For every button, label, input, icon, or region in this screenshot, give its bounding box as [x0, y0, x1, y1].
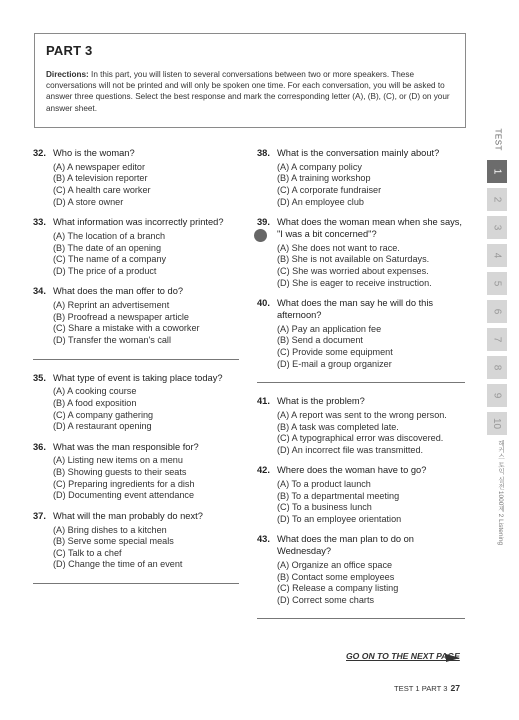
question-spacer	[33, 433, 239, 442]
question-number: 43.	[257, 534, 270, 545]
question-number: 35.	[33, 372, 46, 383]
test-tab-2[interactable]	[487, 188, 507, 211]
question-spacer	[33, 208, 239, 217]
answer-option: (D) Correct some charts	[277, 594, 375, 605]
answer-option: (C) Provide some equipment	[277, 346, 393, 357]
answer-option: (D) To an employee orientation	[277, 513, 402, 524]
question-number: 36.	[33, 441, 46, 452]
answer-options	[53, 300, 239, 346]
answer-option: (A) A newspaper editor	[53, 161, 145, 172]
question-text: What does the man plan to do on Wednesday?	[277, 534, 414, 557]
answer-option: (D) An employee club	[277, 196, 364, 207]
test-tab-4[interactable]	[487, 244, 507, 267]
answer-option: (B) Proofread a newspaper article	[53, 311, 189, 322]
question-text: What is the conversation mainly about?	[277, 148, 440, 158]
question-spacer	[257, 525, 465, 534]
question-number: 37.	[33, 510, 46, 521]
answer-options	[53, 525, 239, 571]
question-number: 41.	[257, 396, 270, 407]
question-header	[257, 465, 465, 477]
footer-test-label: TEST 1 PART 3	[394, 684, 448, 693]
question-header	[257, 298, 465, 322]
question-item	[33, 511, 239, 571]
test-tab-label: 7	[491, 336, 503, 343]
answer-option: (C) A company gathering	[53, 409, 154, 420]
test-tab-label: 3	[491, 224, 503, 231]
answer-option: (B) Serve some special meals	[53, 536, 174, 547]
test-tab-label: 9	[491, 392, 503, 399]
question-item	[33, 217, 239, 277]
answer-option: (D) Transfer the woman's call	[53, 334, 171, 345]
answer-option: (C) Share a mistake with a coworker	[53, 323, 200, 334]
answer-option: (D) An incorrect file was transmitted.	[277, 444, 424, 455]
section-divider	[33, 359, 239, 360]
test-tab-9[interactable]	[487, 384, 507, 407]
answer-options	[53, 162, 239, 208]
answer-option: (D) The price of a product	[53, 265, 157, 276]
question-text: What was the man responsible for?	[53, 441, 199, 452]
answer-option: (B) A training workshop	[277, 173, 371, 184]
answer-option: (C) Preparing ingredients for a dish	[53, 478, 195, 489]
question-text: What does the woman mean when she says, "I was a bit concerned"?	[277, 217, 463, 239]
question-item	[257, 148, 465, 208]
question-number: 32.	[33, 148, 46, 158]
question-header	[257, 217, 465, 241]
page-footer	[394, 683, 460, 693]
directions-box	[34, 33, 466, 128]
part-title: PART 3	[46, 43, 93, 58]
answer-option: (B) Send a document	[277, 335, 363, 346]
section-divider	[257, 618, 465, 619]
answer-options	[277, 162, 465, 208]
answer-options	[53, 455, 239, 501]
right-arrow-icon	[446, 654, 460, 662]
question-spacer	[257, 289, 465, 298]
answer-option: (A) Listing new items on a menu	[53, 455, 183, 466]
answer-option: (B) To a departmental meeting	[277, 490, 400, 501]
left-question-column	[33, 148, 239, 597]
question-spacer	[33, 277, 239, 286]
answer-option: (C) To a business lunch	[277, 502, 372, 513]
answer-options	[277, 560, 465, 606]
question-text: What will the man probably do next?	[53, 510, 203, 521]
question-item	[33, 148, 239, 208]
test-tab-label: 10	[491, 417, 503, 430]
answer-option: (D) A restaurant opening	[53, 421, 152, 432]
test-tab-3[interactable]	[487, 216, 507, 239]
question-number: 40.	[257, 298, 270, 309]
answer-options	[277, 410, 465, 456]
question-header	[257, 396, 465, 408]
question-text: What is the problem?	[277, 396, 365, 407]
answer-option: (A) Pay an application fee	[277, 323, 382, 334]
question-item	[33, 442, 239, 502]
question-number: 34.	[33, 286, 46, 297]
answer-option: (A) The location of a branch	[53, 230, 166, 241]
answer-options	[53, 386, 239, 432]
answer-option: (A) A company policy	[277, 161, 362, 172]
answer-option: (A) Reprint an advertisement	[53, 300, 170, 311]
answer-option: (B) Contact some employees	[277, 571, 395, 582]
test-tab-label: 6	[491, 308, 503, 315]
test-tab-7[interactable]	[487, 328, 507, 351]
answer-options	[277, 243, 465, 289]
answer-options	[277, 324, 465, 370]
directions-body: In this part, you will listen to several conversations between two or more speakers. These conversations will not be printed and will only be spoken one time. For each conversation, you will be asked to answer three questions. Select the best response and mark the corresponding letter (A), (B), (C), or (D) on your answer sheet.	[46, 70, 450, 113]
question-text: What type of event is taking place today?	[53, 372, 223, 383]
test-tabs	[487, 160, 507, 440]
question-header	[33, 511, 239, 523]
directions-label: Directions:	[46, 70, 89, 79]
question-header	[33, 148, 239, 160]
test-tab-5[interactable]	[487, 272, 507, 295]
answer-option: (A) A cooking course	[53, 386, 137, 397]
book-subtitle: 해커스 토익 실전 1000제 2 Listening	[497, 440, 504, 546]
test-tab-1[interactable]	[487, 160, 507, 183]
answer-options	[277, 479, 465, 525]
test-tab-label: 2	[491, 196, 503, 203]
answer-option: (D) Change the time of an event	[53, 559, 183, 570]
answer-option: (C) A corporate fundraiser	[277, 184, 382, 195]
question-header	[33, 286, 239, 298]
answer-option: (C) She was worried about expenses.	[277, 265, 429, 276]
test-tab-label: 8	[491, 364, 503, 371]
question-text: Who is the woman?	[53, 148, 135, 158]
directions-text	[46, 69, 453, 114]
answer-option: (D) E-mail a group organizer	[277, 358, 392, 369]
answer-option: (B) Showing guests to their seats	[53, 467, 187, 478]
question-item	[257, 534, 465, 606]
question-text: What information was incorrectly printed?	[53, 217, 224, 228]
test-tab-label: 4	[491, 252, 503, 259]
right-question-column	[257, 148, 465, 632]
question-item	[257, 465, 465, 525]
question-text: Where does the woman have to go?	[277, 465, 427, 476]
question-item	[257, 217, 465, 289]
answer-option: (B) The date of an opening	[53, 242, 162, 253]
section-divider	[33, 583, 239, 584]
question-header	[257, 148, 465, 160]
answer-option: (C) A typographical error was discovered.	[277, 433, 444, 444]
answer-option: (A) A report was sent to the wrong person.	[277, 409, 447, 420]
question-item	[33, 373, 239, 433]
question-spacer	[33, 502, 239, 511]
page-number: 27	[450, 683, 461, 693]
question-number: 42.	[257, 465, 270, 476]
answer-option: (D) A store owner	[53, 196, 124, 207]
question-item	[257, 298, 465, 370]
section-divider	[257, 382, 465, 383]
answer-option: (A) Bring dishes to a kitchen	[53, 524, 167, 535]
question-spacer	[257, 456, 465, 465]
question-header	[257, 534, 465, 558]
answer-option: (B) A food exposition	[53, 397, 137, 408]
question-item	[33, 286, 239, 346]
answer-option: (D) She is eager to receive instruction.	[277, 277, 432, 288]
question-header	[33, 373, 239, 385]
question-text: What does the man offer to do?	[53, 286, 184, 297]
test-tab-6[interactable]	[487, 300, 507, 323]
test-tab-10[interactable]	[487, 412, 507, 435]
answer-option: (C) Release a company listing	[277, 583, 399, 594]
answer-option: (B) A task was completed late.	[277, 421, 399, 432]
question-number: 39.	[257, 217, 270, 228]
answer-option: (D) Documenting event attendance	[53, 490, 195, 501]
answer-option: (B) A television reporter	[53, 173, 148, 184]
question-header	[33, 217, 239, 229]
question-spacer	[257, 208, 465, 217]
answer-option: (C) The name of a company	[53, 254, 167, 265]
question-header	[33, 442, 239, 454]
go-on-next-page: GO ON TO THE NEXT PAGE	[346, 651, 460, 661]
answer-option: (A) Organize an office space	[277, 560, 393, 571]
test-side-label: TEST	[493, 128, 503, 151]
test-tab-label: 5	[491, 280, 503, 287]
question-number: 33.	[33, 217, 46, 228]
answer-option: (C) Talk to a chef	[53, 547, 122, 558]
test-tab-label: 1	[491, 168, 503, 175]
question-item	[257, 396, 465, 456]
question-number: 38.	[257, 148, 270, 158]
test-tab-8[interactable]	[487, 356, 507, 379]
answer-options	[53, 231, 239, 277]
answer-option: (C) A health care worker	[53, 184, 151, 195]
answer-option: (A) She does not want to race.	[277, 242, 400, 253]
answer-option: (A) To a product launch	[277, 479, 371, 490]
answer-option: (B) She is not available on Saturdays.	[277, 254, 430, 265]
question-text: What does the man say he will do this afternoon?	[277, 298, 434, 320]
